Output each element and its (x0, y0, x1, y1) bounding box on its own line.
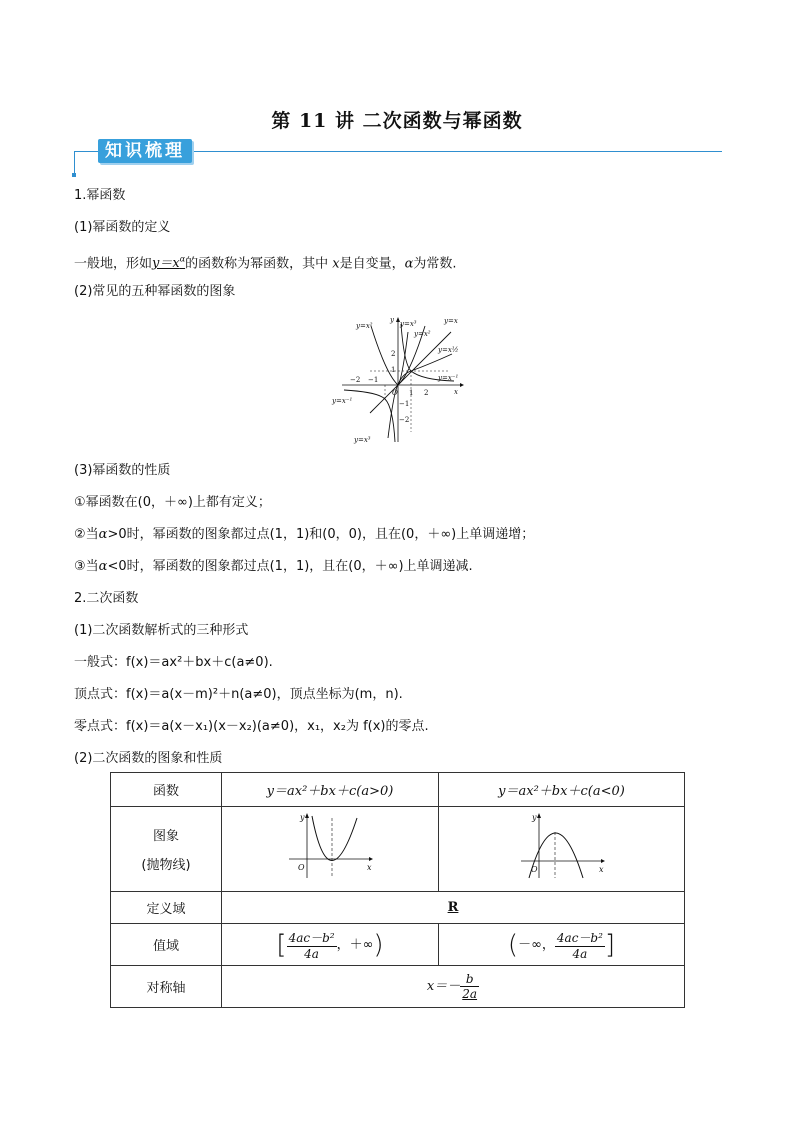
axis-label-y: y (300, 813, 305, 822)
zero-form: 零点式：f(x)＝a(x－x₁)(x－x₂)(a≠0)，x₁，x₂为 f(x)的零点. (74, 719, 429, 734)
row-axis-label: 对称轴 (111, 966, 222, 1008)
tick-y-1: 1 (391, 366, 396, 374)
def-text-d: 为常数. (413, 256, 457, 272)
curve-y-x (370, 332, 451, 413)
heading-graph-properties: (2)二次函数的图象和性质 (74, 751, 223, 766)
parabola-up (312, 816, 357, 861)
header-a-negative: y＝ax²＋bx＋c(a<0) (439, 773, 685, 807)
row-graph-label: 图象 (抛物线) (111, 807, 222, 892)
tick-y-2: 2 (391, 350, 396, 358)
tick-x-m2: −2 (350, 376, 361, 384)
range-a-positive: [ $\frac{\text{4ac－b²}}{4a}$ ，＋∞) (222, 924, 439, 966)
range-fraction: $\frac{\text{4ac－b²}}{4a}$ (288, 930, 335, 961)
table-row (111, 924, 685, 966)
heading-power-function: 1.幂函数 (74, 188, 126, 203)
range-fraction: $\frac{\text{4ac－b²}}{4a}$ (556, 930, 603, 961)
property-1: ①幂函数在(0，＋∞)上都有定义； (74, 495, 271, 510)
general-form: 一般式：f(x)＝ax²＋bx＋c(a≠0). (74, 655, 273, 670)
bracket-left: ( (507, 929, 519, 960)
label-y-inv-right: y=x⁻¹ (438, 374, 459, 382)
parabola-down-graph (517, 812, 607, 882)
row-range-label: 值域 (111, 924, 222, 966)
row-domain-label: 定义域 (111, 892, 222, 924)
heading-quadratic: 2.二次函数 (74, 591, 139, 606)
tick-x-2: 2 (424, 389, 429, 397)
graph-a-positive (222, 807, 439, 892)
graph-a-negative (439, 807, 685, 892)
table-row (111, 807, 685, 892)
header-a-positive: y＝ax²＋bx＋c(a>0) (222, 773, 439, 807)
def-formula: $y=x^\alpha$ (152, 255, 186, 272)
axis-label-x: x (454, 388, 458, 396)
heading-properties: (3)幂函数的性质 (74, 463, 171, 478)
def-text-a: 一般地，形如 (74, 256, 153, 272)
bracket-right: ] (604, 929, 616, 960)
table-row (111, 773, 685, 807)
label-y-x3: y=x³ (400, 320, 417, 328)
axis-label-y: y (390, 316, 394, 324)
label-y-x2-b: y=x² (414, 330, 431, 338)
axis-fraction: $\frac{b}{2a}$ (462, 972, 478, 1001)
axis-label-x: x (367, 863, 372, 872)
range-a-negative: (－∞， $\frac{\text{4ac－b²}}{4a}$ ] (439, 924, 685, 966)
label-y-x3-bottom: y=x³ (354, 436, 371, 444)
tick-x-m1: −1 (368, 376, 379, 384)
section-rule-tick (74, 151, 75, 175)
header-function: 函数 (111, 773, 222, 807)
property-3: ③当α<0时，幂函数的图象都过点(1，1)，且在(0，＋∞)上单调递减. (74, 559, 473, 574)
definition-paragraph (74, 252, 457, 272)
property-2: ②当α>0时，幂函数的图象都过点(1，1)和(0，0)，且在(0，＋∞)上单调递增； (74, 527, 535, 542)
def-x: x (332, 256, 340, 272)
page-title: 第 11 讲 二次函数与幂函数 (271, 110, 523, 132)
origin-label: O (298, 863, 305, 872)
section-banner: 知识梳理 (98, 139, 192, 163)
tick-y-m2: −2 (399, 416, 410, 424)
power-function-graph (330, 314, 470, 446)
table-row (111, 966, 685, 1008)
def-text-c: 是自变量， (339, 256, 405, 272)
domain-value: R (222, 892, 685, 924)
heading-five-graphs: (2)常见的五种幂函数的图象 (74, 284, 236, 299)
label-y-inv-left: y=x⁻¹ (332, 397, 353, 405)
tick-y-m1: −1 (399, 400, 410, 408)
tick-x-1: 1 (409, 389, 414, 397)
origin-label: O (530, 865, 538, 874)
label-y-sqrt: y=x½ (438, 346, 459, 354)
origin-label: O (392, 389, 398, 397)
heading-definition: (1)幂函数的定义 (74, 220, 171, 235)
vertex-form: 顶点式：f(x)＝a(x－m)²＋n(a≠0)，顶点坐标为(m，n). (74, 687, 403, 702)
axis-value: x＝－ $\frac{b}{2a}$ (222, 966, 685, 1008)
section-rule-dot (72, 173, 76, 177)
heading-three-forms: (1)二次函数解析式的三种形式 (74, 623, 249, 638)
axis-label-x: x (598, 865, 604, 874)
def-text-b: 的函数称为幂函数，其中 (185, 256, 329, 272)
bracket-right: ) (373, 929, 384, 960)
label-y-x: y=x (444, 317, 458, 325)
parabola-up-graph (285, 812, 375, 882)
label-y-x2: y=x² (356, 322, 373, 330)
bracket-left: [ (276, 929, 287, 960)
def-alpha: α (404, 256, 414, 272)
table-row (111, 892, 685, 924)
x-axis-arrow (460, 383, 464, 387)
axis-label-y: y (531, 813, 537, 822)
quadratic-properties-table (110, 772, 685, 1008)
